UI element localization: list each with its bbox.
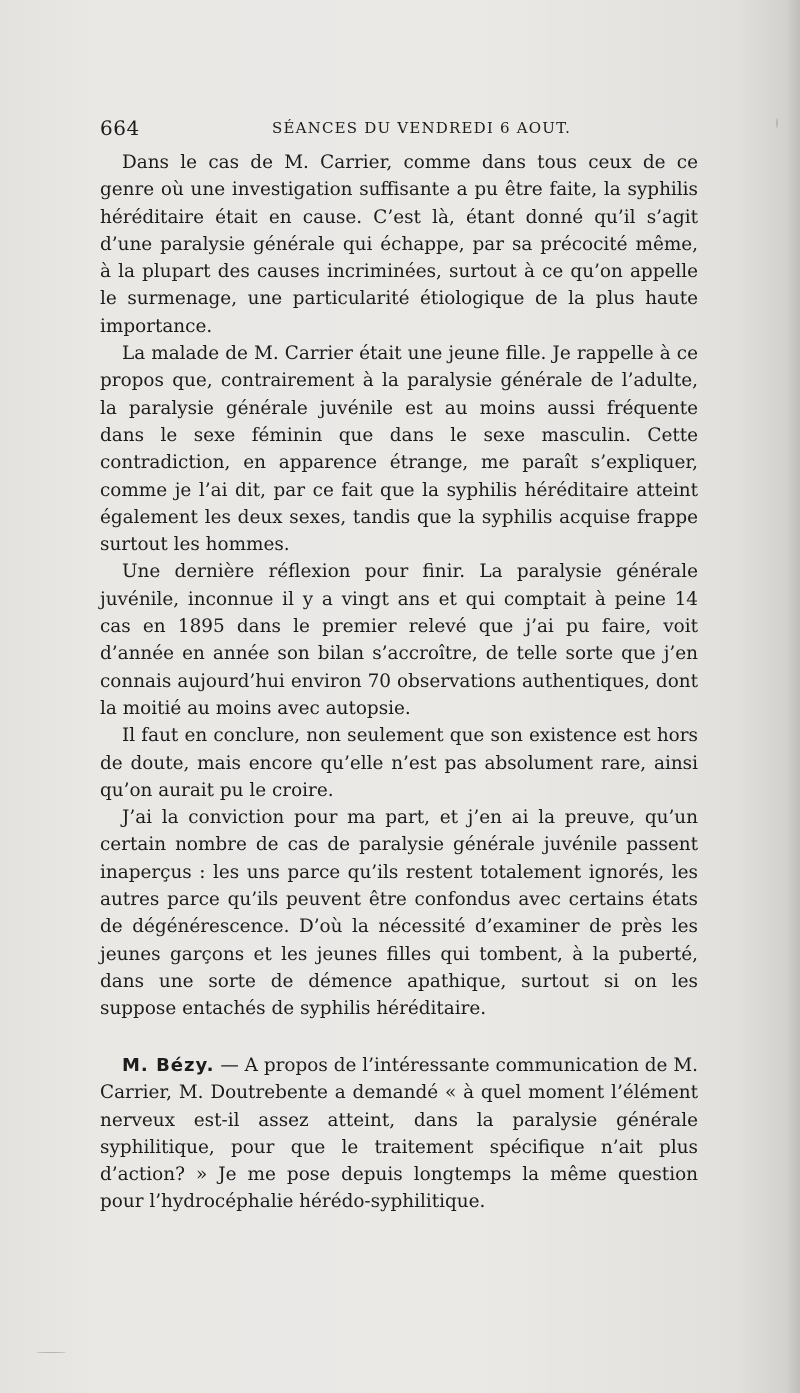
page-edge-shadow bbox=[786, 0, 800, 1393]
speaker-text: — A propos de l’intéressante communication de M. Carrier, M. Doutrebente a demandé « à quel moment l’élément nerveux est-il assez atteint, dans la paralysie générale syphilitique, pour que le traitement spécifique n’ait plus d’action? » Je me pose depuis longtemps la même question pour l’hydrocéphalie hérédo-syphilitique. bbox=[100, 1055, 698, 1213]
paragraph: La malade de M. Carrier était une jeune fille. Je rappelle à ce propos que, contrairement à la paralysie générale de l’adulte, la paralysie générale juvénile est au moins aussi fréquente dans le sexe féminin que dans le sexe masculin. Cette contradiction, en apparence étrange, me paraît s’expliquer, comme je l’ai dit, par ce fait que la syphilis héréditaire atteint également les deux sexes, tandis que la syphilis acquise frappe surtout les hommes. bbox=[100, 343, 698, 556]
paragraph: Une dernière réflexion pour finir. La paralysie générale juvénile, inconnue il y a vingt ans et qui comptait à peine 14 cas en 1895 dans le premier relevé que j’ai pu faire, voit d’année en année son bilan s’accroître, de telle sorte que j’en connais aujourd’hui environ 70 observations authentiques, dont la moitié au moins avec autopsie. bbox=[100, 561, 698, 719]
paper-speck bbox=[36, 1352, 66, 1353]
page-header bbox=[100, 116, 698, 146]
speaker-section bbox=[100, 1052, 698, 1216]
speaker-name: M. Bézy. bbox=[122, 1055, 215, 1076]
body-text bbox=[100, 149, 698, 1023]
paragraph: Dans le cas de M. Carrier, comme dans tous ceux de ce genre où une investigation suffisante a pu être faite, la syphilis héréditaire était en cause. C’est là, étant donné qu’il s’agit d’une paralysie générale qui échappe, par sa précocité même, à la plupart des causes incriminées, surtout à ce qu’on appelle le surmenage, une particularité étiologique de la plus haute importance. bbox=[100, 152, 698, 337]
speaker-paragraph bbox=[100, 1052, 698, 1216]
page-number: 664 bbox=[100, 116, 140, 140]
paragraph: Il faut en conclure, non seulement que son existence est hors de doute, mais encore qu’elle n’est pas absolument rare, ainsi qu’on aurait pu le croire. bbox=[100, 725, 698, 801]
running-title: SÉANCES DU VENDREDI 6 AOUT. bbox=[272, 119, 572, 137]
paragraph: J’ai la conviction pour ma part, et j’en ai la preuve, qu’un certain nombre de cas de paralysie générale juvénile passent inaperçus : les uns parce qu’ils restent totalement ignorés, les autres parce qu’ils peuvent être confondus avec certains états de dégénérescence. D’où la nécessité d’examiner de près les jeunes garçons et les jeunes filles qui tombent, à la puberté, dans une sorte de démence apathique, surtout si on les suppose entachés de syphilis héréditaire. bbox=[100, 807, 698, 1020]
paper-speck bbox=[776, 118, 778, 128]
